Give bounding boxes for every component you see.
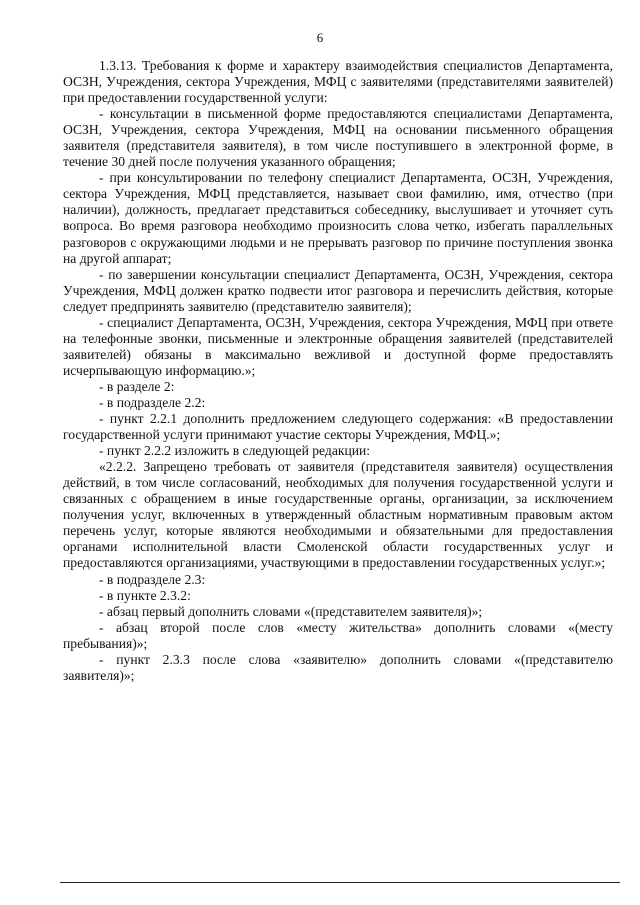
paragraph-phone-consultations: - при консультировании по телефону специалист Департамента, ОСЗН, Учреждения, сектора Учреждения, МФЦ представляется, называет свои фамилию, имя, отчество (при наличии), должность, предлагает представиться собеседнику, выслушивает и уточняет суть вопроса. Во время разговора необходимо произносить слова четко, избегать параллельных разговоров с окружающими людьми и не прерывать разговор по причине поступления звонка на другой аппарат;	[63, 170, 613, 266]
paragraph-second-abzac: - абзац второй после слов «месту жительства» дополнить словами «(месту пребывания)»;	[63, 619, 613, 651]
paragraph-subsection-2-3: - в подразделе 2.3:	[99, 571, 206, 587]
paragraph-first-abzac: - абзац первый дополнить словами «(представителем заявителя)»;	[99, 603, 483, 619]
paragraph-section-2: - в разделе 2:	[99, 378, 175, 394]
paragraph-consultation-summary: - по завершении консультации специалист Департамента, ОСЗН, Учреждения, сектора Учреждения, МФЦ должен кратко подвести итог разговора и перечислить действия, которые следует предпринять заявителю (представителю заявителя);	[63, 266, 613, 314]
paragraph-subsection-2-2: - в подразделе 2.2:	[99, 394, 206, 410]
paragraph-written-consultations: - консультации в письменной форме предоставляются специалистами Департамента, ОСЗН, Учреждения, сектора Учреждения, МФЦ на основании письменного обращения заявителя (представителя заявителя), в том числе поступившего в электронной форме, в течение 30 дней после получения указанного обращения;	[63, 106, 613, 170]
paragraph-item-2-2-1: - пункт 2.2.1 дополнить предложением следующего содержания: «В предоставлении государственной услуги принимают участие секторы Учреждения, МФЦ.»;	[63, 411, 613, 443]
paragraph-item-2-3-3: - пункт 2.3.3 после слова «заявителю» дополнить словами «(представителю заявителя)»;	[63, 651, 613, 683]
document-body	[63, 58, 613, 684]
paragraph-item-2-3-2: - в пункте 2.3.2:	[99, 587, 191, 603]
paragraph-2-2-2-text: «2.2.2. Запрещено требовать от заявителя (представителя заявителя) осуществления действий, в том числе согласований, необходимых для получения государственной услуги и связанных с обращением в иные государственные органы, организации, за исключением получения услуг, включенных в утвержденный областным нормативным правовым актом перечень услуг, которые являются необходимыми и обязательными для предоставления органами исполнительной власти Смоленской области государственных услуг и предоставляются организациями, участвующими в предоставлении государственных услуг.»;	[63, 459, 613, 571]
bottom-divider	[60, 882, 620, 883]
paragraph-item-2-2-2: - пункт 2.2.2 изложить в следующей редакции:	[99, 443, 371, 459]
page-number: 6	[316, 30, 324, 45]
paragraph-1-3-13: 1.3.13. Требования к форме и характеру взаимодействия специалистов Департамента, ОСЗН, Учреждения, сектора Учреждения, МФЦ с заявителями (представителями заявителей) при предоставлении государственной услуги:	[63, 58, 613, 106]
paragraph-specialist-duties: - специалист Департамента, ОСЗН, Учреждения, сектора Учреждения, МФЦ при ответе на телефонные звонки, письменные и электронные обращения заявителей (представителей заявителей) обязаны в максимально вежливой и доступной форме предоставлять исчерпывающую информацию.»;	[63, 314, 613, 378]
